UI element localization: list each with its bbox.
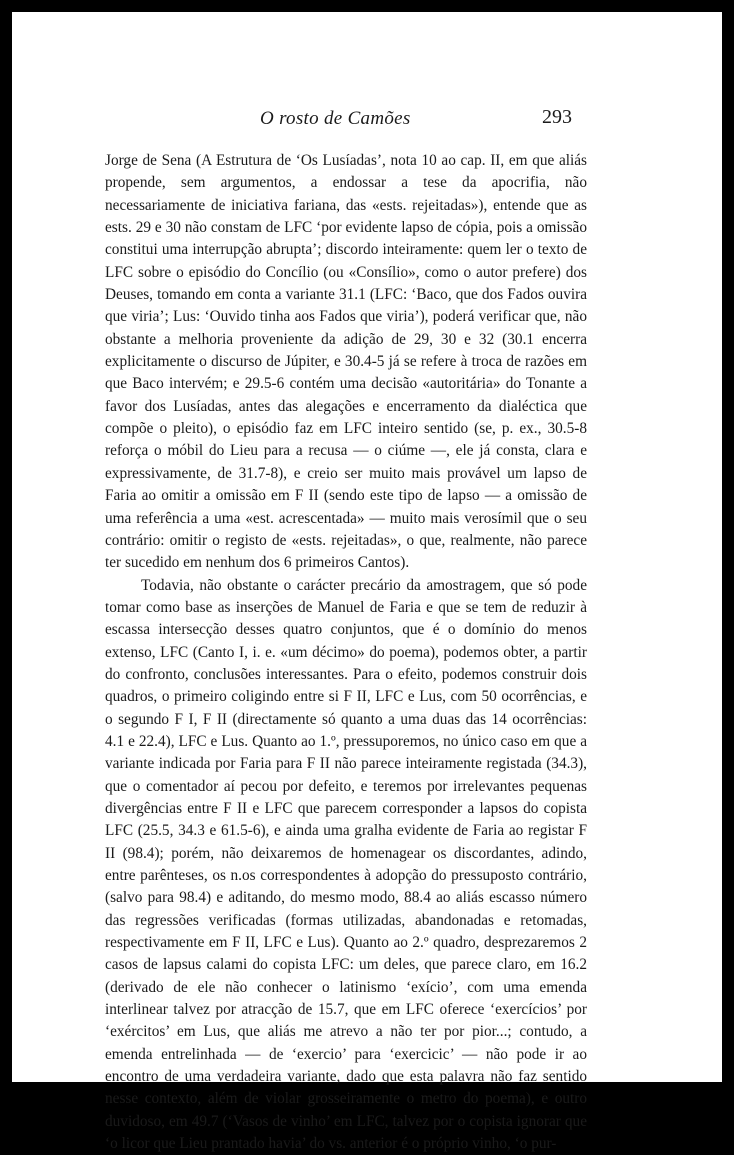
book-page: [12, 12, 722, 1153]
body-text: [105, 150, 587, 1155]
running-title: O rosto de Camões: [260, 108, 411, 129]
page-number: 293: [542, 106, 572, 128]
running-head: [12, 108, 722, 136]
paragraph-1: Jorge de Sena (A Estrutura de ‘Os Lusíadas’, nota 10 ao cap. II, em que aliás propende, sem argumentos, a endossar a tese da apocrifia, não necessariamente de iniciativa fariana, das «ests. rejeitadas»), entende que as ests. 29 e 30 não constam de LFC ‘por evidente lapso de cópia, pois a omissão constitui uma interrupção abrupta’; discordo inteiramente: quem ler o texto de LFC sobre o episódio do Concílio (ou «Consílio», como o autor prefere) dos Deuses, tomando em conta a variante 31.1 (LFC: ‘Baco, que dos Fados ouvira que viria’; Lus: ‘Ouvido tinha aos Fados que viria’), poderá verificar que, não obstante a melhoria proveniente da adição de 29, 30 e 32 (30.1 encerra explicitamente o discurso de Júpiter, e 30.4-5 já se refere à troca de razões em que Baco intervém; e 29.5-6 contém uma decisão «autoritária» do Tonante a favor dos Lusíadas, antes das alegações e encerramento da dialéctica que compõe o pleito), o episódio faz em LFC inteiro sentido (se, p. ex., 30.5-8 reforça o móbil do Lieu para a recusa — o ciúme —, ele já consta, clara e expressivamente, de 31.7-8), e creio ser muito mais provável um lapso de Faria ao omitir a omissão em F II (sendo este tipo de lapso — a omissão de uma referência a uma «est. acrescentada» — muito mais verosímil que o seu contrário: omitir o registo de «ests. rejeitadas», o que, realmente, não parece ter sucedido em nenhum dos 6 primeiros Cantos).: [105, 152, 587, 572]
paragraph-2: Todavia, não obstante o carácter precário da amostragem, que só pode tomar como base as inserções de Manuel de Faria e que se tem de reduzir à escassa intersecção desses quatro conjuntos, que é o domínio do menos extenso, LFC (Canto I, i. e. «um décimo» do poema), podemos obter, a partir do confronto, conclusões interessantes. Para o efeito, podemos construir dois quadros, o primeiro coligindo entre si F II, LFC e Lus, com 50 ocorrências, e o segundo F I, F II (directamente só quanto a uma duas das 14 ocorrências: 4.1 e 22.4), LFC e Lus. Quanto ao 1.º, pressuporemos, no único caso em que a variante indicada por Faria para F II não parece inteiramente registada (34.3), que o comentador aí pecou por defeito, e teremos por irrelevantes pequenas divergências entre F II e LFC que parecem corresponder a lapsos do copista LFC (25.5, 34.3 e 61.5-6), e ainda uma gralha evidente de Faria ao registar F II (98.4); porém, não deixaremos de homenagear os discordantes, adindo, entre parênteses, os n.os correspondentes à adopção do pressuposto contrário, (salvo para 98.4) e aditando, do mesmo modo, 88.4 ao aliás escasso número das regressões verificadas (formas utilizadas, abandonadas e retomadas, respectivamente em F II, LFC e Lus). Quanto ao 2.º quadro, desprezaremos 2 casos de lapsus calami do copista LFC: um deles, que parece claro, em 16.2 (derivado de ele não conhecer o latinismo ‘exício’, com uma emenda interlinear talvez por atracção de 15.7, que em LFC oferece ‘exercícios’ por ‘exércitos’ em Lus, que aliás me atrevo a não ter por pior...; contudo, a emenda entrelinhada — de ‘exercio’ para ‘exercicic’ — não pode ir ao encontro de uma verdadeira variante, dado que esta palavra não faz sentido nesse contexto, além de violar grosseiramente o metro do poema), e outro duvidoso, em 49.7 (‘Vasos de vinho’ em LFC, talvez por o copista ignorar que ‘o licor que Lieu prantado havia’ do vs. anterior é o próprio vinho, ‘o pur-: [105, 576, 587, 1153]
